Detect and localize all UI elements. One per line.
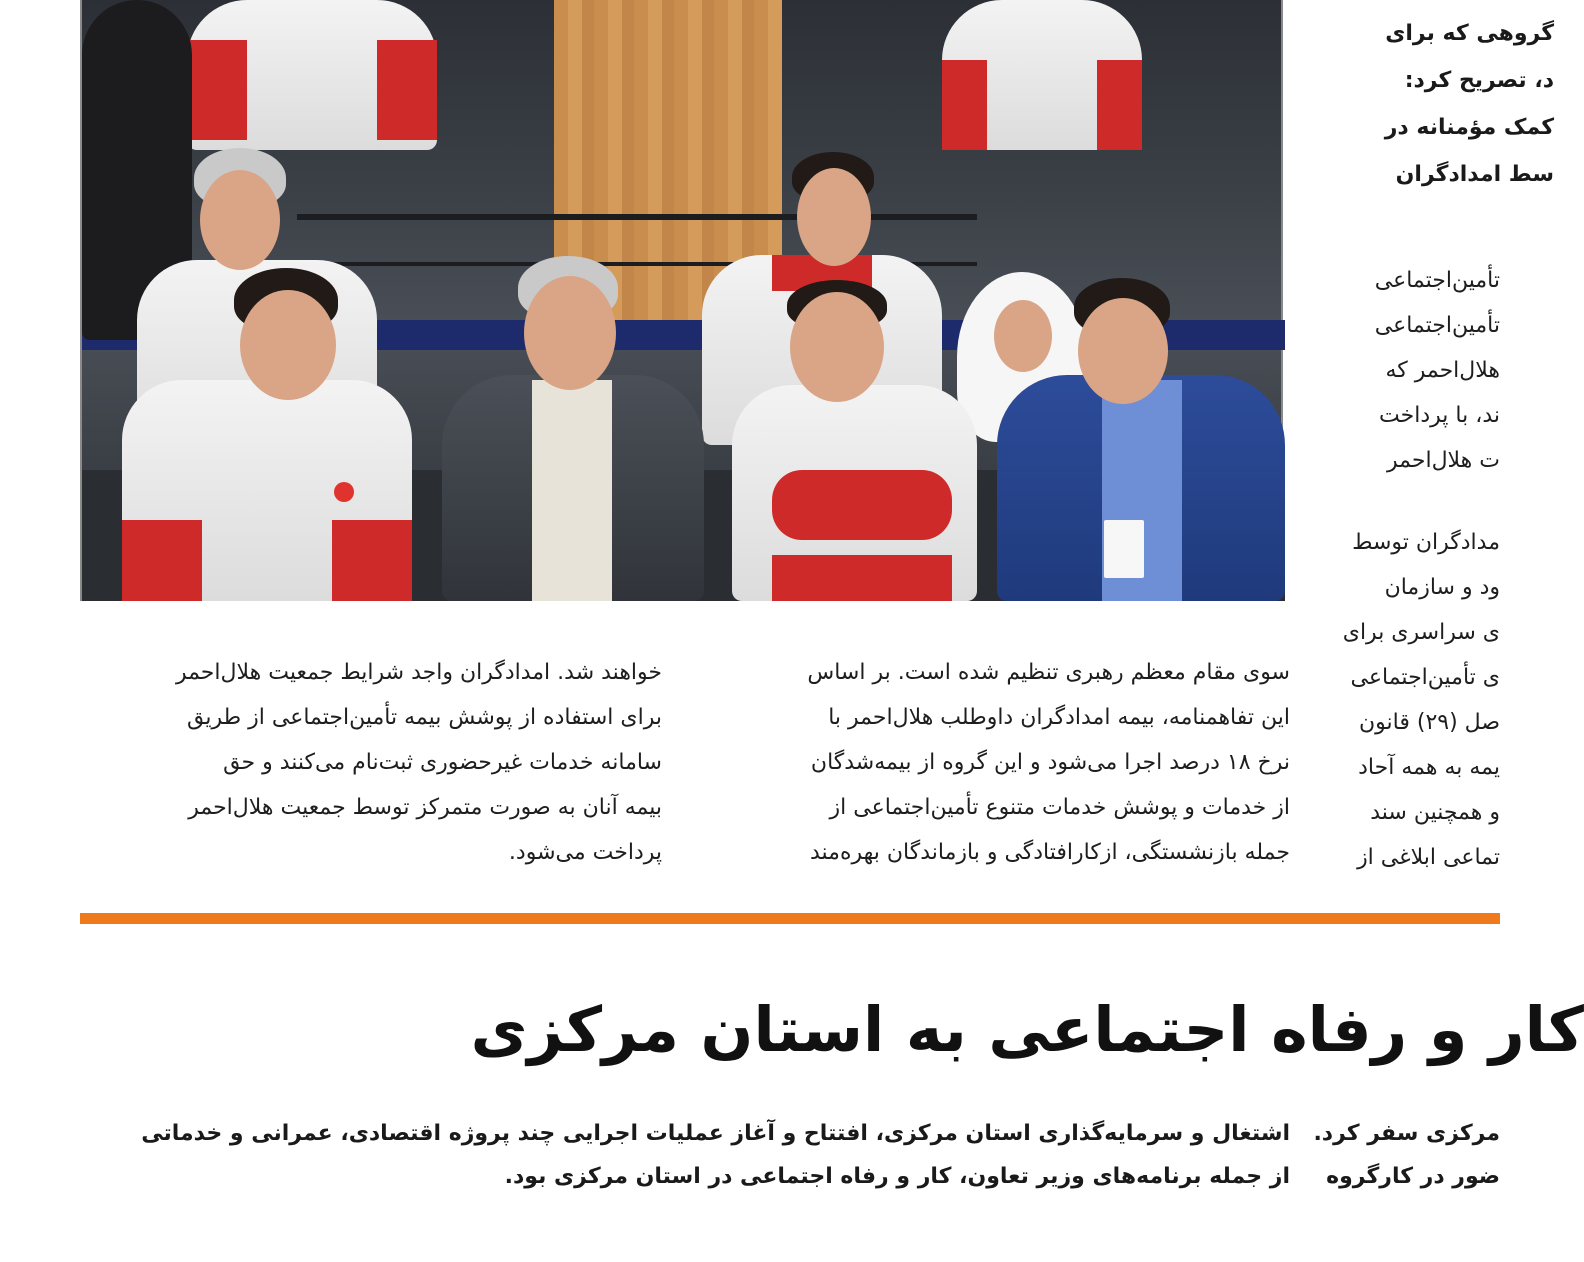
right-column-bold-text (1334, 0, 1554, 198)
text-line: از جمله برنامه‌های وزیر تعاون، کار و رفاه اجتماعی در استان مرکزی بود. (504, 1164, 1290, 1189)
name-badge (1104, 520, 1144, 578)
face (1078, 298, 1168, 404)
uniform-red-sleeve (187, 40, 247, 140)
middle-column-text (708, 650, 1290, 875)
text-line: این تفاهمنامه، بیمه امدادگران داوطلب هلال‌احمر با (828, 705, 1290, 730)
headline-container (0, 960, 1584, 1080)
face (240, 290, 336, 400)
text-line: تأمین‌اجتماعی (1374, 268, 1500, 293)
text-line: گروهی که برای (1385, 21, 1554, 46)
face (797, 168, 871, 266)
face (790, 292, 884, 402)
right-column-text-2 (1334, 520, 1500, 880)
lead-paragraph (80, 1112, 1290, 1198)
text-line: ود و سازمان (1384, 575, 1500, 600)
left-column-text (80, 650, 662, 875)
text-line: ی سراسری برای (1342, 620, 1500, 645)
text-line: ت هلال‌احمر (1387, 448, 1500, 473)
text-line: سوی مقام معظم رهبری تنظیم شده است. بر اساس (807, 660, 1290, 685)
railing (297, 214, 977, 220)
text-line: ضور در کارگروه (1326, 1164, 1500, 1189)
text-line: جمله بازنشستگی، ازکارافتادگی و بازماندگان بهره‌مند (810, 840, 1290, 865)
text-line: پرداخت می‌شود. (508, 840, 662, 865)
text-line: برای استفاده از پوشش بیمه تأمین‌اجتماعی از طریق (187, 705, 662, 730)
text-line: د، تصریح کرد: (1404, 68, 1554, 93)
text-line: از خدمات و پوشش خدمات متنوع تأمین‌اجتماعی از (829, 795, 1290, 820)
text-line: یمه به همه آحاد (1358, 755, 1500, 780)
folded-red-arms (772, 470, 952, 540)
face (524, 276, 616, 390)
text-line: ند، با پرداخت (1379, 403, 1500, 428)
uniform-red-sleeve (942, 60, 987, 150)
text-line: سامانه خدمات غیرحضوری ثبت‌نام می‌کنند و حق (223, 750, 662, 775)
text-line: تماعی ابلاغی از (1357, 845, 1500, 870)
red-crescent-logo-icon (334, 482, 354, 502)
uniform-red-sleeve (122, 520, 202, 601)
text-line: و همچنین سند (1370, 800, 1500, 825)
text-line: تأمین‌اجتماعی (1374, 313, 1500, 338)
face (200, 170, 280, 270)
right-column-text-1 (1334, 258, 1500, 483)
shirt (532, 380, 612, 601)
news-photo (80, 0, 1283, 601)
uniform-red-lower (772, 555, 952, 601)
text-line: اشتغال و سرمایه‌گذاری استان مرکزی، افتتاح و آغاز عملیات اجرایی چند پروژه اقتصادی، عمرانی و خدماتی (141, 1121, 1290, 1146)
uniform-red-sleeve (377, 40, 437, 140)
text-line: بیمه آنان به صورت متمرکز توسط جمعیت هلال‌احمر (188, 795, 662, 820)
uniform-red-sleeve (1097, 60, 1142, 150)
text-line: نرخ ۱۸ درصد اجرا می‌شود و این گروه از بیمه‌شدگان (810, 750, 1290, 775)
text-line: مدادگران توسط (1352, 530, 1500, 555)
text-line: سط امدادگران (1395, 162, 1554, 187)
headline: کار و رفاه اجتماعی به استان مرکزی (470, 993, 1584, 1066)
text-line: مرکزی سفر کرد. (1313, 1121, 1500, 1146)
text-line: صل (۲۹) قانون (1358, 710, 1500, 735)
section-divider (80, 913, 1500, 924)
text-line: هلال‌احمر که (1385, 358, 1500, 383)
lead-paragraph-right (1313, 1112, 1500, 1198)
text-line: خواهند شد. امدادگران واجد شرایط جمعیت هلال‌احمر (175, 660, 662, 685)
face (994, 300, 1052, 372)
text-line: ی تأمین‌اجتماعی (1350, 665, 1500, 690)
text-line: کمک مؤمنانه در (1384, 115, 1554, 140)
uniform-red-sleeve (332, 520, 412, 601)
